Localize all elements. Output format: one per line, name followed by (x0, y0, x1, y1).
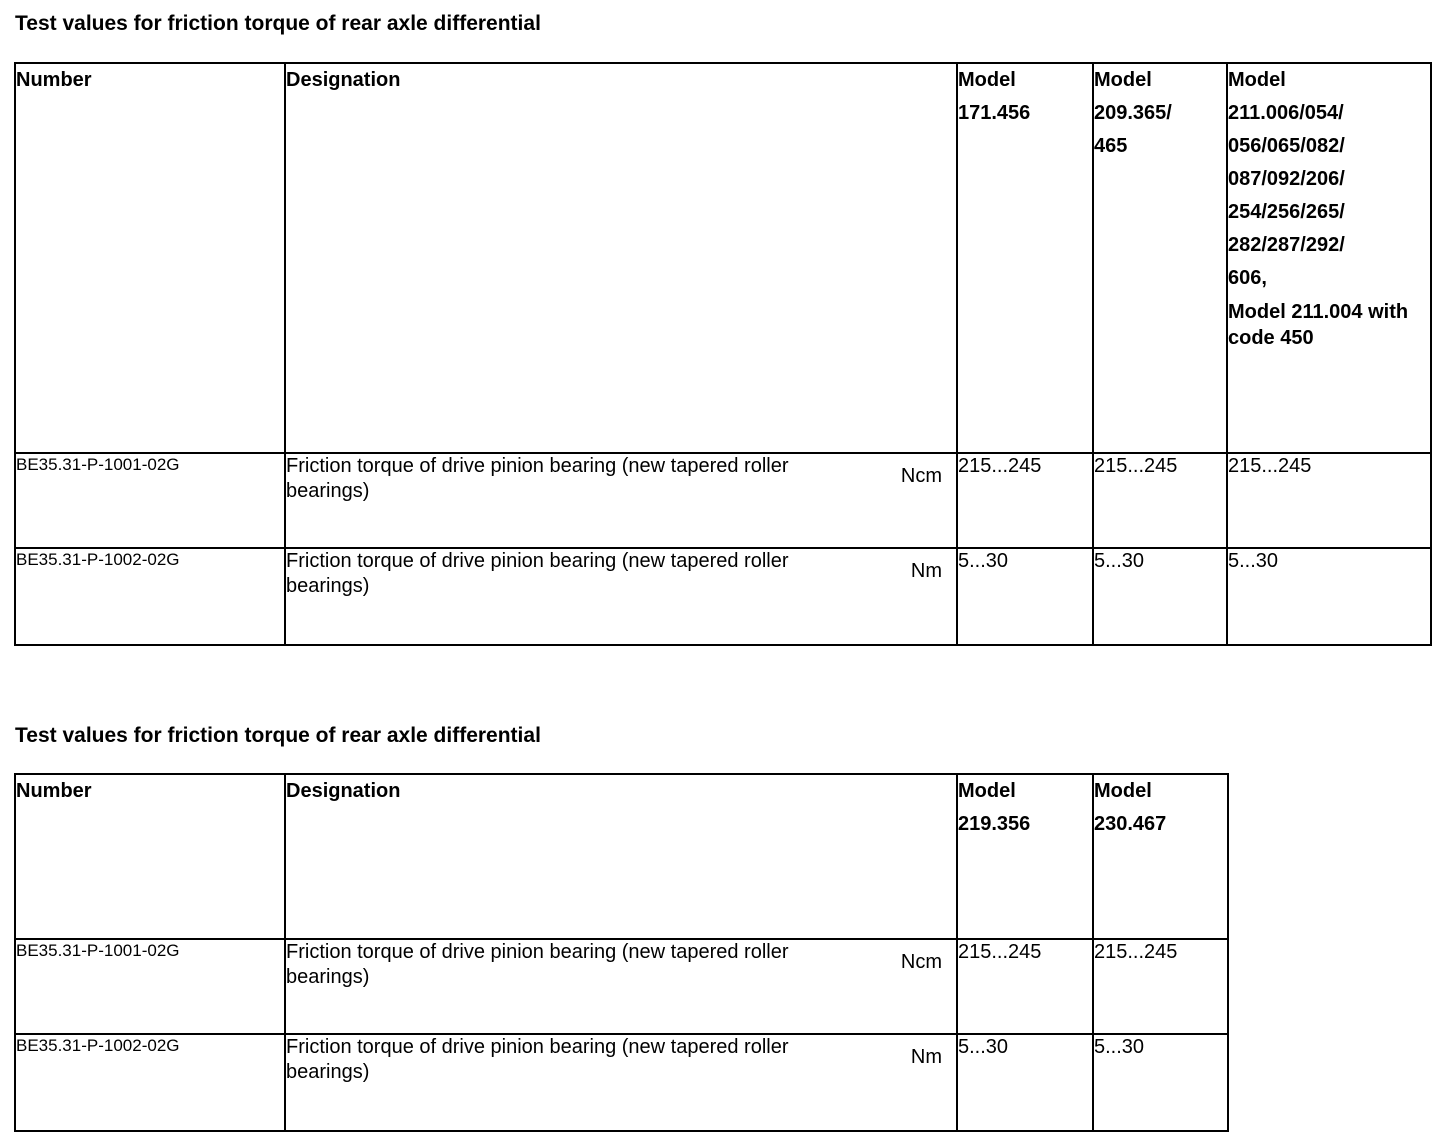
table2-header-row (15, 774, 1228, 939)
table-row (15, 1034, 1228, 1131)
value-cell: 215...245 (1093, 453, 1227, 548)
model-label: Model (1228, 69, 1286, 91)
unit-label: Nm (910, 1046, 942, 1068)
value-cell: 5...30 (1093, 548, 1227, 645)
value-cell: 5...30 (957, 548, 1093, 645)
designation-text: Friction torque of drive pinion bearing (new tapered roller bearings) (286, 550, 789, 597)
table-row (15, 939, 1228, 1034)
model-number: 211.006/054/ (1228, 102, 1344, 124)
table-row (15, 548, 1431, 645)
model-label: Model (958, 780, 1016, 802)
model-number: 171.456 (958, 102, 1031, 124)
column-header-model-209-365 (1093, 63, 1227, 453)
designation-text: Friction torque of drive pinion bearing (new tapered roller bearings) (286, 1036, 789, 1083)
unit-label: Ncm (900, 951, 942, 973)
model-number: 254/256/265/ (1228, 201, 1345, 223)
model-note: Model 211.004 with code 450 (1228, 301, 1409, 349)
model-number: 087/092/206/ (1228, 168, 1345, 190)
row-number: BE35.31-P-1001-02G (15, 453, 285, 548)
model-number: 606, (1228, 267, 1267, 289)
table1-header-row (15, 63, 1431, 453)
value-cell: 215...245 (1093, 939, 1228, 1034)
model-number: 282/287/292/ (1228, 234, 1345, 256)
column-header-model-211 (1227, 63, 1431, 453)
model-number: 219.356 (958, 813, 1031, 835)
table-row (15, 453, 1431, 548)
model-number: 230.467 (1094, 813, 1167, 835)
row-number: BE35.31-P-1002-02G (15, 548, 285, 645)
model-number: 209.365/ (1094, 102, 1172, 124)
column-header-designation: Designation (285, 63, 957, 453)
designation-text: Friction torque of drive pinion bearing (new tapered roller bearings) (286, 941, 789, 988)
row-designation (285, 548, 957, 645)
friction-torque-table-2 (14, 773, 1229, 1132)
designation-text: Friction torque of drive pinion bearing (new tapered roller bearings) (286, 455, 789, 502)
friction-torque-table-1 (14, 62, 1432, 646)
value-cell: 5...30 (957, 1034, 1093, 1131)
row-number: BE35.31-P-1002-02G (15, 1034, 285, 1131)
value-cell: 215...245 (957, 453, 1093, 548)
model-number: 465 (1094, 135, 1128, 157)
table1-title: Test values for friction torque of rear axle differential (15, 12, 541, 35)
row-designation (285, 939, 957, 1034)
model-label: Model (958, 69, 1016, 91)
row-designation (285, 1034, 957, 1131)
value-cell: 215...245 (1227, 453, 1431, 548)
model-number: 056/065/082/ (1228, 135, 1345, 157)
model-label: Model (1094, 69, 1152, 91)
row-designation (285, 453, 957, 548)
table2-title: Test values for friction torque of rear axle differential (15, 724, 541, 747)
column-header-model-171-456 (957, 63, 1093, 453)
column-header-number: Number (15, 774, 285, 939)
model-label: Model (1094, 780, 1152, 802)
column-header-model-230-467 (1093, 774, 1228, 939)
value-cell: 5...30 (1093, 1034, 1228, 1131)
row-number: BE35.31-P-1001-02G (15, 939, 285, 1034)
unit-label: Ncm (900, 465, 942, 487)
value-cell: 5...30 (1227, 548, 1431, 645)
column-header-designation: Designation (285, 774, 957, 939)
value-cell: 215...245 (957, 939, 1093, 1034)
unit-label: Nm (910, 560, 942, 582)
column-header-model-219-356 (957, 774, 1093, 939)
column-header-number: Number (15, 63, 285, 453)
